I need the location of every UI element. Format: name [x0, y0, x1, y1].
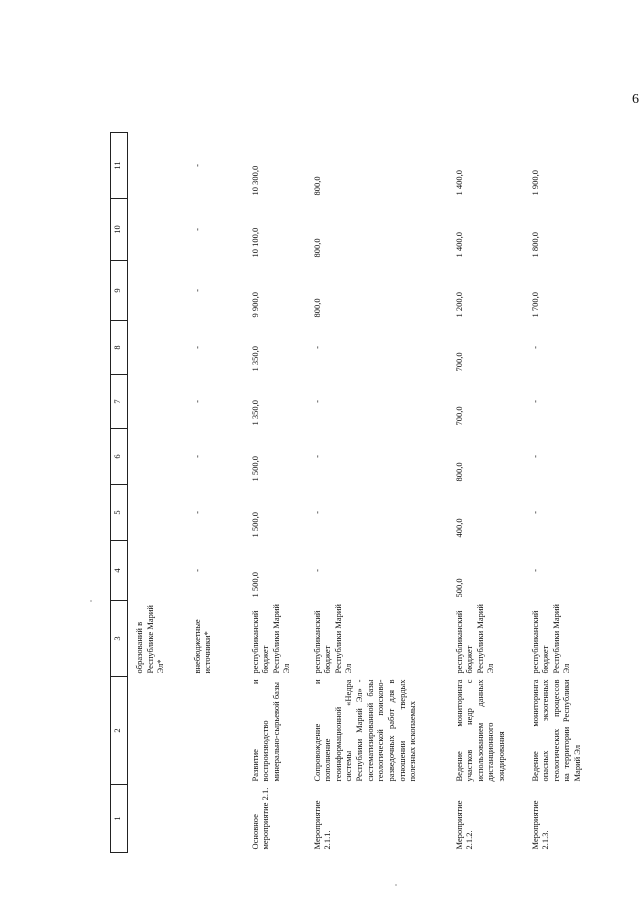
header-cell: 8 — [111, 321, 128, 375]
value-cell: 1 800,0 — [529, 232, 540, 258]
value-cell: - — [311, 511, 322, 514]
event-name-cell: Развитие и воспроизводство минерально-сырьевой базы — [249, 679, 281, 782]
value-cell: 1 500,0 — [249, 512, 260, 538]
value-cell — [128, 321, 190, 375]
header-cell: 5 — [111, 485, 128, 541]
value-cell: - — [311, 569, 322, 572]
value-cell: 1 900,0 — [529, 170, 540, 196]
header-cell: 3 — [111, 601, 128, 677]
page-number: 6 — [632, 92, 639, 107]
table-row — [310, 133, 452, 853]
event-code-cell: Мероприятие 2.1.2. — [453, 800, 475, 850]
event-name-cell: Ведение мониторинга опасных экзогенных геологических процессов на территории Республики Марий Эл — [529, 679, 582, 782]
value-cell — [128, 261, 190, 321]
event-name-cell: Ведение мониторинга участков недр с использованием данных дистанционного зондирования — [453, 679, 506, 782]
table-row — [248, 133, 310, 853]
value-cell: - — [191, 511, 202, 514]
header-cell: 1 — [111, 785, 128, 853]
value-cell: 700,0 — [453, 406, 464, 426]
value-cell: 1 350,0 — [249, 400, 260, 426]
value-cell: - — [311, 400, 322, 403]
value-cell: 1 350,0 — [249, 346, 260, 372]
header-cell: 4 — [111, 541, 128, 601]
value-cell: 1 700,0 — [529, 292, 540, 318]
value-cell: - — [529, 346, 540, 349]
value-cell — [128, 541, 190, 601]
value-cell: 10 100,0 — [249, 227, 260, 258]
value-cell: 1 200,0 — [453, 292, 464, 318]
value-cell: - — [311, 346, 322, 349]
table-row — [128, 133, 190, 853]
value-cell: 1 400,0 — [453, 232, 464, 258]
value-cell: - — [529, 455, 540, 458]
event-code-cell: Мероприятие 2.1.3. — [529, 800, 551, 850]
event-name-cell — [128, 677, 190, 785]
event-code-cell: Мероприятие 2.1.1. — [311, 800, 333, 850]
value-cell: 1 500,0 — [249, 572, 260, 598]
rotated-table-container — [110, 133, 582, 853]
funding-source-cell: республиканский бюджет Республики Марий Эл — [453, 604, 496, 674]
value-cell: - — [191, 569, 202, 572]
table-row — [528, 133, 598, 853]
value-cell: 700,0 — [453, 352, 464, 372]
value-cell: - — [191, 289, 202, 292]
header-cell: 7 — [111, 375, 128, 429]
value-cell — [128, 429, 190, 485]
value-cell — [128, 133, 190, 199]
header-cell: 2 — [111, 677, 128, 785]
header-cell: 9 — [111, 261, 128, 321]
event-code-cell — [190, 785, 248, 853]
table-row — [452, 133, 528, 853]
value-cell: 800,0 — [311, 238, 322, 258]
scan-speck — [90, 600, 92, 602]
value-cell: - — [529, 511, 540, 514]
value-cell: - — [191, 400, 202, 403]
value-cell: 400,0 — [453, 518, 464, 538]
funding-source-cell: республиканский бюджет Республики Марий Эл — [529, 604, 572, 674]
funding-source-cell: образований в Республике Марий Эл* — [134, 605, 166, 674]
value-cell: 10 300,0 — [249, 165, 260, 196]
value-cell: 1 400,0 — [453, 170, 464, 196]
event-name-cell — [190, 677, 248, 785]
funding-source-cell: республиканский бюджет Республики Марий Эл — [249, 604, 292, 674]
funding-source-cell: республиканский бюджет Республики Марий Эл — [311, 604, 354, 674]
value-cell: 9 900,0 — [249, 292, 260, 318]
header-cell: 10 — [111, 199, 128, 261]
event-code-cell — [128, 785, 190, 853]
value-cell: - — [529, 569, 540, 572]
value-cell: - — [191, 228, 202, 231]
value-cell: - — [191, 346, 202, 349]
value-cell: - — [191, 455, 202, 458]
value-cell: 800,0 — [311, 298, 322, 318]
table-row — [190, 133, 248, 853]
value-cell: 1 500,0 — [249, 456, 260, 482]
value-cell: - — [529, 400, 540, 403]
value-cell: 800,0 — [311, 176, 322, 196]
event-name-cell: Сопровождение и пополнение геоинформационной системы «Недра Республики Марий Эл» - систематизированной базы геологической поисково-разведочных работ для в отношении твердых полезных ископаемых — [311, 679, 418, 782]
scan-speck — [395, 884, 397, 886]
value-cell: - — [311, 455, 322, 458]
value-cell: - — [191, 164, 202, 167]
header-row — [111, 133, 128, 853]
value-cell — [128, 485, 190, 541]
value-cell — [128, 199, 190, 261]
header-cell: 11 — [111, 133, 128, 199]
funding-source-cell: внебюджетные источники* — [191, 619, 213, 674]
budget-table — [110, 132, 598, 853]
event-code-cell: Основное мероприятие 2.1. — [249, 787, 271, 850]
value-cell — [128, 375, 190, 429]
header-cell: 6 — [111, 429, 128, 485]
value-cell: 800,0 — [453, 462, 464, 482]
value-cell: 500,0 — [453, 578, 464, 598]
